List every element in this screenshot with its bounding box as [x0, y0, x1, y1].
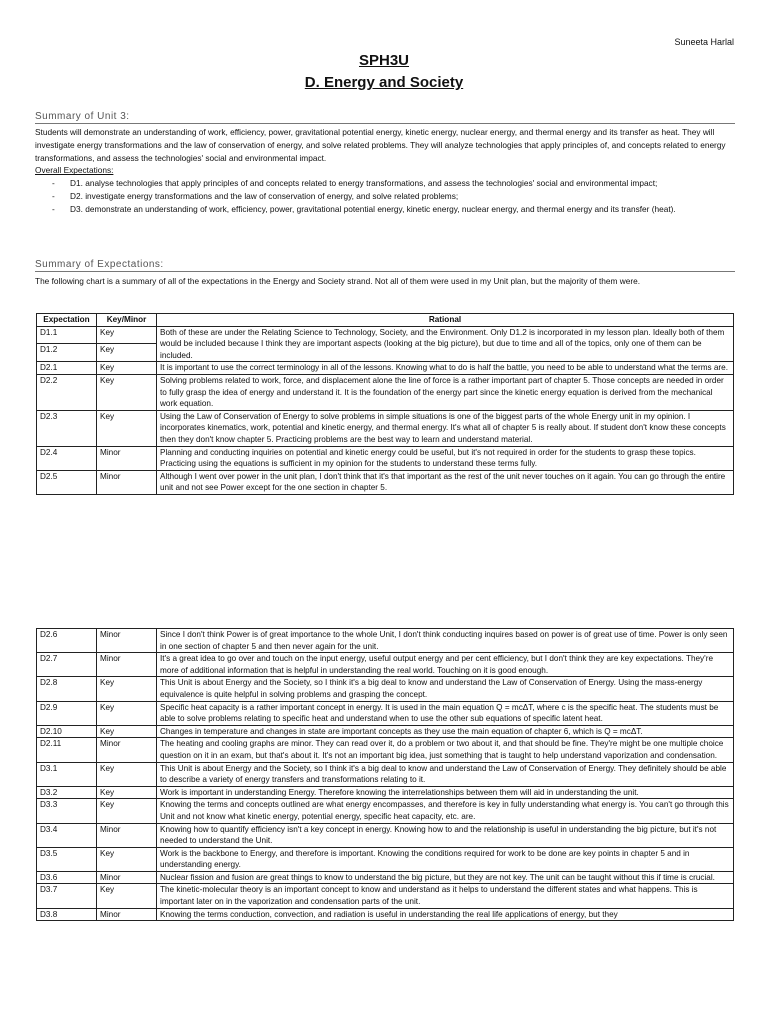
rationale-text: Work is important in understanding Energy. Therefore knowing the interrelationships between them will aid in understanding the unit.: [157, 786, 734, 799]
key-minor-value: Key: [97, 374, 157, 410]
table-row: [37, 847, 734, 871]
table-row: [37, 677, 734, 701]
key-minor-value: Key: [97, 326, 157, 344]
rationale-text: The kinetic-molecular theory is an important concept to know and understand as it helps to understand the different states and what happens. This is important later on in the vaporization and condensation parts of the unit.: [157, 884, 734, 908]
rationale-text: Changes in temperature and changes in state are important concepts as they use the main equation of chapter 6, which is Q = mcΔT.: [157, 725, 734, 738]
key-minor-value: Minor: [97, 738, 157, 762]
table-row: [37, 362, 734, 375]
unit-title: D. Energy and Society: [304, 74, 464, 91]
page-2-region: [0, 628, 768, 1024]
table-row: [37, 446, 734, 470]
summary-heading: Summary of Unit 3:: [35, 111, 735, 124]
expectation-code: D2.4: [37, 446, 97, 470]
rationale-text: Since I don't think Power is of great importance to the whole Unit, I don't think conducting inquires based on power is of great use of time. Power is only seen in one section of chapter 5 and then never again for the unit.: [157, 629, 734, 653]
table-row: [37, 653, 734, 677]
rationale-text: Both of these are under the Relating Science to Technology, Society, and the Environment. Only D1.2 is incorporated in my lesson plan. Ideally both of them would be included because I think they are important aspects (looking at the big picture), but due to time and all of the topics, only one of them can be included.: [157, 326, 734, 362]
table-row: [37, 725, 734, 738]
expectation-code: D2.8: [37, 677, 97, 701]
rationale-text: This Unit is about Energy and the Society, so I think it's a big deal to know and understand the Law of Conservation of Energy. Using the mass-energy equivalence is quite helpful in solving problems and grasping the concept.: [157, 677, 734, 701]
header-expectation: Expectation: [37, 314, 97, 327]
key-minor-value: Minor: [97, 629, 157, 653]
list-item: - D2. investigate energy transformations and the law of conservation of energy, and solve related problems;: [52, 190, 459, 201]
table-row: [37, 762, 734, 786]
expectation-code: D2.5: [37, 470, 97, 494]
expectations-heading: Summary of Expectations:: [35, 259, 735, 272]
expectation-code: D1.1: [37, 326, 97, 344]
key-minor-value: Key: [97, 884, 157, 908]
key-minor-value: Key: [97, 701, 157, 725]
table-row: [37, 908, 734, 921]
key-minor-value: Minor: [97, 871, 157, 884]
rationale-text: Nuclear fission and fusion are great things to know to understand the big picture, but they are not key. The unit can be taught without this if time is crucial.: [157, 871, 734, 884]
table-row: [37, 629, 734, 653]
expectation-code: D1.2: [37, 344, 97, 362]
expectation-code: D3.5: [37, 847, 97, 871]
key-minor-value: Minor: [97, 470, 157, 494]
rationale-text: Knowing the terms and concepts outlined are what energy encompasses, and therefore is key in fully understanding what energy is. You can't go through this Unit and not know what kinetic energy, potential energy, specific heat capacity, etc. are.: [157, 799, 734, 823]
expectations-table-1: [36, 313, 734, 495]
expectation-code: D3.3: [37, 799, 97, 823]
list-item: - D1. analyse technologies that apply principles of and concepts related to energy transformations, and assess the technologies' social and environmental impact;: [52, 178, 658, 189]
rationale-text: Planning and conducting inquiries on potential and kinetic energy could be useful, but it's not required in order for the students to grasp these topics. Practicing using the equations is sufficient in my opinion for the students to understand these terms fully.: [157, 446, 734, 470]
overall-expectations-label: Overall Expectations:: [35, 165, 114, 176]
course-code: SPH3U: [358, 52, 410, 69]
table-row: [37, 884, 734, 908]
key-minor-value: Minor: [97, 908, 157, 921]
table-row: [37, 374, 734, 410]
expectation-code: D3.6: [37, 871, 97, 884]
table-row: [37, 786, 734, 799]
table-row: [37, 470, 734, 494]
table-row: [37, 326, 734, 344]
expectations-intro: The following chart is a summary of all of the expectations in the Energy and Society strand. Not all of them were used in my Unit plan, but the majority of them were.: [35, 276, 641, 286]
rationale-text: It's a great idea to go over and touch on the input energy, useful output energy and per cent efficiency, but I don't think they are key expectations. They're more of additional information that is helpful in understanding the real world. Touching on it is good enough.: [157, 653, 734, 677]
expectations-table-2: [36, 628, 734, 921]
expectation-code: D2.6: [37, 629, 97, 653]
table-row: [37, 738, 734, 762]
key-minor-value: Minor: [97, 446, 157, 470]
key-minor-value: Minor: [97, 823, 157, 847]
rationale-text: The heating and cooling graphs are minor. They can read over it, do a problem or two about it, and that should be fine. They're might be one multiple choice question on it in an exam, but that's about it. It's not an important big idea, just something that is taught to help understand vaporization and condensation.: [157, 738, 734, 762]
rationale-text: It is important to use the correct terminology in all of the lessons. Knowing what to do is half the battle, you need to be able to understand what the terms are.: [157, 362, 734, 375]
table-row: [37, 410, 734, 446]
expectation-code: D2.3: [37, 410, 97, 446]
list-item: - D3. demonstrate an understanding of work, efficiency, power, gravitational potential energy, kinetic energy, nuclear energy, and thermal energy and its transfer (heat).: [52, 203, 676, 214]
expectation-code: D2.10: [37, 725, 97, 738]
rationale-text: Specific heat capacity is a rather important concept in energy. It is used in the main equation Q = mcΔT, where c is the specific heat. The students must be able to solve problems relating to specific heat and understand when to use the other sub equations of specific latent heat.: [157, 701, 734, 725]
rationale-text: Knowing how to quantify efficiency isn't a key concept in energy. Knowing how to and the relationship is useful in understanding the big picture, but it's not needed to understand the Unit.: [157, 823, 734, 847]
rationale-text: Solving problems related to work, force, and displacement alone the line of force is a rather important part of chapter 5. Those concepts are needed in order to fully grasp the idea of energy and understand it. It is the foundation of the energy part since the kinetic energy equation is derived from the mechanical work equation.: [157, 374, 734, 410]
key-minor-value: Minor: [97, 653, 157, 677]
document-title: [0, 50, 768, 94]
rationale-text: Although I went over power in the unit plan, I don't think that it's that important as the rest of the unit never touches on it again. You can go through the entire unit and not see Power except for the one section in chapter 5.: [157, 470, 734, 494]
key-minor-value: Key: [97, 677, 157, 701]
expectation-code: D3.2: [37, 786, 97, 799]
key-minor-value: Key: [97, 799, 157, 823]
key-minor-value: Key: [97, 786, 157, 799]
author-name: Suneeta Harlal: [674, 37, 734, 47]
key-minor-value: Key: [97, 362, 157, 375]
expectation-code: D3.1: [37, 762, 97, 786]
expectation-code: D2.9: [37, 701, 97, 725]
rationale-text: This Unit is about Energy and the Society, so I think it's a big deal to know and understand the Law of Conservation of Energy. They definitely should be able to describe a variety of energy transfers and transformations relating to it.: [157, 762, 734, 786]
key-minor-value: Key: [97, 847, 157, 871]
table-row: [37, 823, 734, 847]
table-row: [37, 799, 734, 823]
expectation-code: D2.11: [37, 738, 97, 762]
header-rational: Rational: [157, 314, 734, 327]
summary-section: [35, 126, 735, 216]
expectation-code: D2.7: [37, 653, 97, 677]
rationale-text: Using the Law of Conservation of Energy to solve problems in simple situations is one of the biggest parts of the whole Energy unit in my opinion. I incorporates kinematics, work, potential and kinetic energy, and thermal energy. It's what all of chapter 5 is really about. If student don't know these concepts then they don't know chapter 5. Practicing problems are the best way to learn and understand material.: [157, 410, 734, 446]
expectation-code: D2.1: [37, 362, 97, 375]
expectation-code: D3.4: [37, 823, 97, 847]
key-minor-value: Key: [97, 725, 157, 738]
header-key-minor: Key/Minor: [97, 314, 157, 327]
table-header-row: [37, 314, 734, 327]
rationale-text: Work is the backbone to Energy, and therefore is important. Knowing the conditions required for work to be done are key points in chapter 5 and in understanding energy.: [157, 847, 734, 871]
expectation-code: D3.8: [37, 908, 97, 921]
key-minor-value: Key: [97, 410, 157, 446]
key-minor-value: Key: [97, 344, 157, 362]
expectation-code: D3.7: [37, 884, 97, 908]
key-minor-value: Key: [97, 762, 157, 786]
overall-expectations-list: [35, 177, 735, 215]
table-row: [37, 871, 734, 884]
rationale-text: Knowing the terms conduction, convection, and radiation is useful in understanding the real life applications of energy, but they: [157, 908, 734, 921]
expectation-code: D2.2: [37, 374, 97, 410]
table-row: [37, 701, 734, 725]
summary-text: Students will demonstrate an understanding of work, efficiency, power, gravitational potential energy, kinetic energy, nuclear energy, and thermal energy and its transfer as heat. They will investigate energy transformations and the law of conservation of energy, and solve related problems. They will analyze technologies that apply principles of, and concepts related to energy transformations, and assess the technologies' social and environmental impact.: [35, 127, 726, 163]
